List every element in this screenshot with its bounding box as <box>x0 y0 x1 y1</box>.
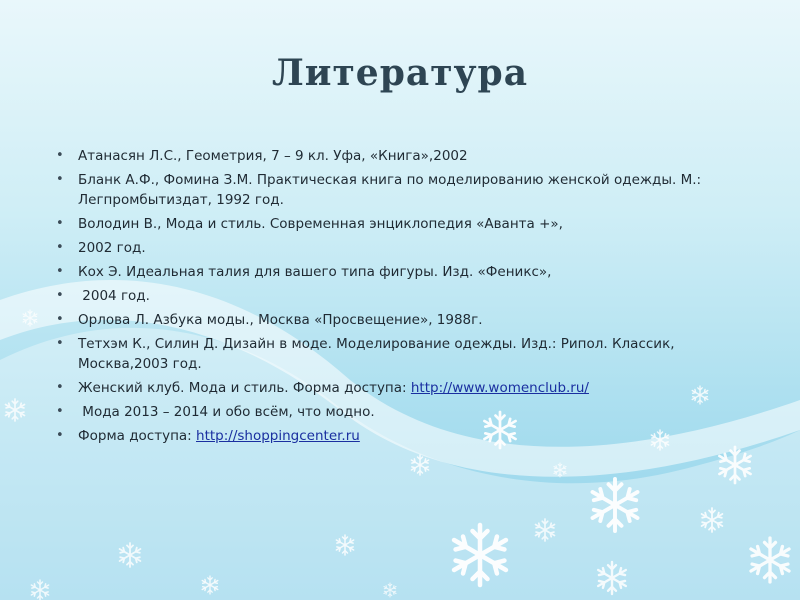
list-item <box>56 310 746 330</box>
reference-text: Володин В., Мода и стиль. Современная энциклопедия «Аванта +», <box>78 216 563 232</box>
bullet-icon: • <box>56 264 64 279</box>
bullet-icon: • <box>56 240 64 255</box>
list-item <box>56 402 746 422</box>
bullet-icon: • <box>56 312 64 327</box>
list-item <box>56 238 746 258</box>
womenclub-link[interactable]: http://www.womenclub.ru/ <box>410 380 589 396</box>
reference-text: Бланк А.Ф., Фомина З.М. Практическая книга по моделированию женской одежды. М.: Легпромбытиздат, 1992 год. <box>78 172 702 208</box>
page-title: Литература <box>271 52 529 94</box>
reference-text: 2002 год. <box>78 240 146 256</box>
list-item <box>56 146 746 166</box>
reference-text: 2004 год. <box>78 288 150 304</box>
reference-text: Форма доступа: <box>78 428 197 444</box>
list-item <box>56 262 746 282</box>
list-item <box>56 426 746 446</box>
bullet-icon: • <box>56 404 64 419</box>
reference-text: Атанасян Л.С., Геометрия, 7 – 9 кл. Уфа, «Книга»,2002 <box>78 148 468 164</box>
list-item <box>56 214 746 234</box>
reference-text: Женский клуб. Мода и стиль. Форма доступа: <box>78 380 411 396</box>
reference-text: Тетхэм К., Силин Д. Дизайн в моде. Моделирование одежды. Изд.: Рипол. Классик, Москва,2003 год. <box>78 336 675 372</box>
bullet-icon: • <box>56 428 64 443</box>
list-item <box>56 286 746 306</box>
bullet-icon: • <box>56 288 64 303</box>
list-item <box>56 170 746 210</box>
reference-text: Мода 2013 – 2014 и обо всём, что модно. <box>78 404 375 420</box>
shoppingcenter-link[interactable]: http://shoppingcenter.ru <box>196 428 360 444</box>
list-item <box>56 378 746 398</box>
bullet-icon: • <box>56 336 64 351</box>
bullet-icon: • <box>56 148 64 163</box>
reference-text: Кох Э. Идеальная талия для вашего типа фигуры. Изд. «Феникс», <box>78 264 552 280</box>
reference-list <box>56 146 746 450</box>
bullet-icon: • <box>56 172 64 187</box>
bullet-icon: • <box>56 380 64 395</box>
list-item <box>56 334 746 374</box>
reference-text: Орлова Л. Азбука моды., Москва «Просвещение», 1988г. <box>78 312 483 328</box>
bullet-icon: • <box>56 216 64 231</box>
